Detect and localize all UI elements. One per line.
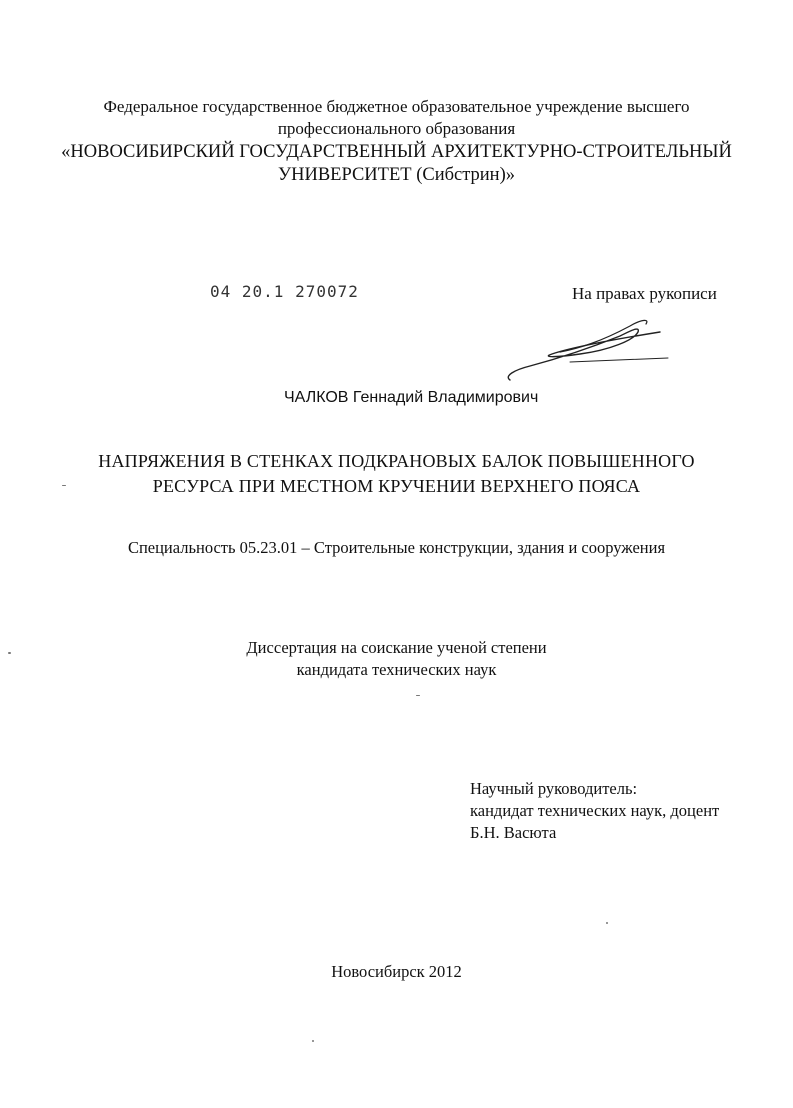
header-university-line2: УНИВЕРСИТЕТ (Сибстрин)» (278, 165, 515, 185)
header-institution-line2: профессионального образования (277, 119, 516, 138)
header-university-line1: «НОВОСИБИРСКИЙ ГОСУДАРСТВЕННЫЙ АРХИТЕКТУРНО-СТРОИТЕЛЬНЫЙ (61, 142, 732, 162)
supervisor-block (470, 778, 719, 844)
scan-speck (416, 695, 420, 696)
degree-line2: кандидата технических наук (296, 660, 497, 679)
dissertation-title-line1: НАПРЯЖЕНИЯ В СТЕНКАХ ПОДКРАНОВЫХ БАЛОК ПОВЫШЕННОГО (98, 451, 695, 471)
scan-speck (62, 485, 66, 486)
dissertation-title-line2: РЕСУРСА ПРИ МЕСТНОМ КРУЧЕНИИ ВЕРХНЕГО ПОЯСА (152, 476, 641, 496)
specialty-line: Специальность 05.23.01 – Строительные конструкции, здания и сооружения (127, 538, 666, 557)
degree-line1: Диссертация на соискание ученой степени (246, 638, 547, 657)
scan-speck (606, 922, 608, 924)
supervisor-label: Научный руководитель: (470, 779, 638, 798)
supervisor-name: Б.Н. Васюта (470, 823, 557, 842)
author-name: ЧАЛКОВ Геннадий Владимирович (284, 389, 539, 406)
header-institution-line1: Федеральное государственное бюджетное образовательное учреждение высшего (103, 97, 690, 116)
registration-stamp: 04 20.1 270072 (210, 282, 359, 301)
city-year: Новосибирск 2012 (331, 962, 462, 981)
scan-speck (8, 652, 11, 654)
scan-speck (312, 1040, 314, 1042)
signature-mark (500, 312, 680, 392)
supervisor-degree: кандидат технических наук, доцент (470, 801, 720, 820)
manuscript-rights-label: На правах рукописи (572, 284, 717, 303)
